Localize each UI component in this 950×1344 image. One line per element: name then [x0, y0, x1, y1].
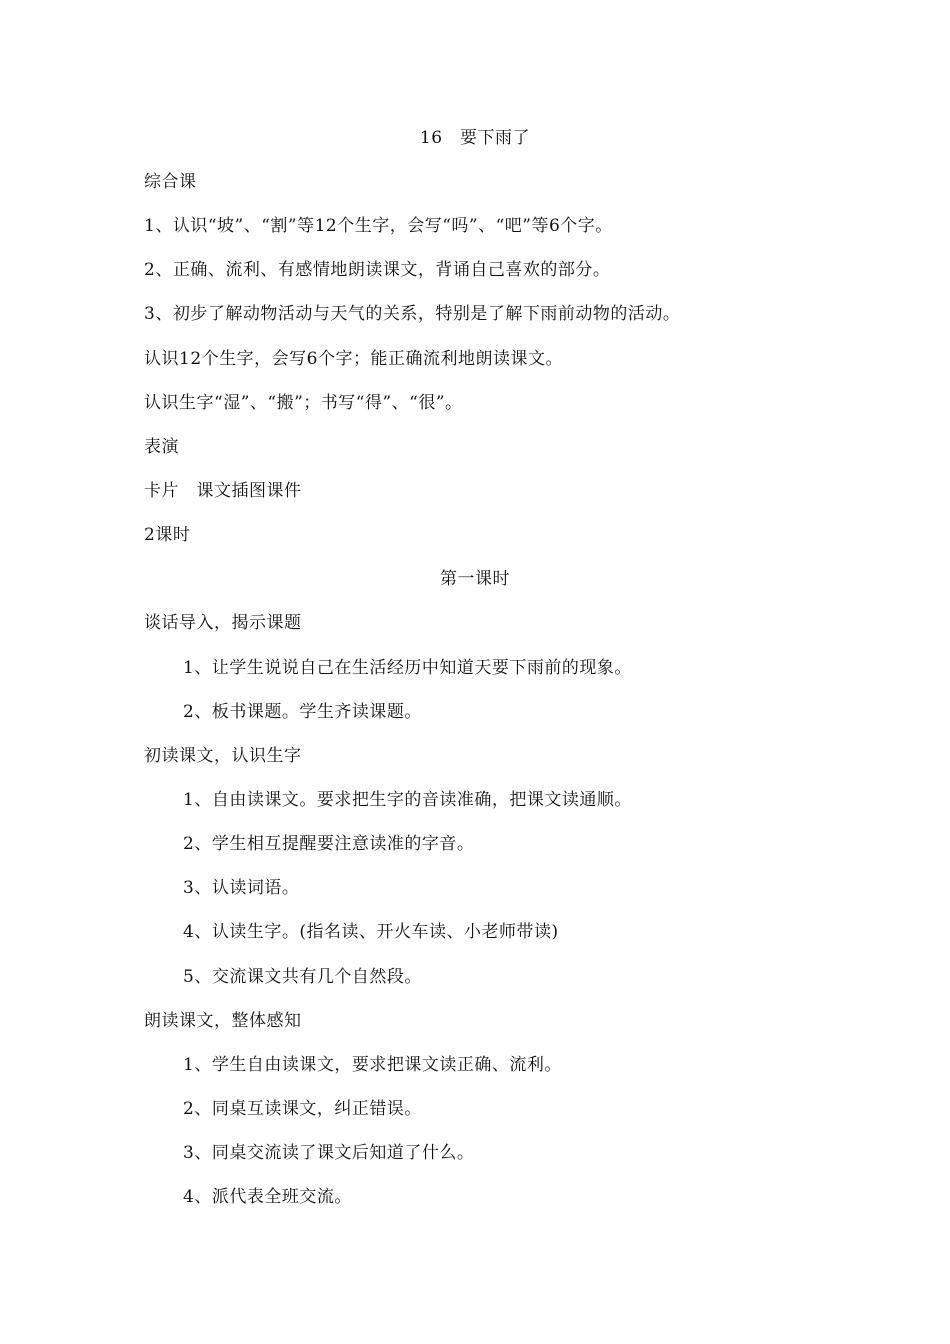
section-title: 谈话导入，揭示课题 [144, 613, 302, 633]
page-title: 16 要下雨了 [419, 128, 531, 148]
objective-1: 1、认识“坡”、“割”等12个生字，会写“吗”、“吧”等6个字。 [144, 216, 613, 236]
difficulty: 认识生字“湿”、“搬”；书写“得”、“很”。 [144, 393, 463, 413]
objective-2: 2、正确、流利、有感情地朗读课文，背诵自己喜欢的部分。 [144, 260, 611, 280]
section-item: 3、认读词语。 [183, 878, 300, 898]
section-item: 4、认读生字。(指名读、开火车读、小老师带读) [183, 922, 559, 942]
section-item: 2、学生相互提醒要注意读准的字音。 [183, 834, 475, 854]
teaching-method: 表演 [144, 437, 179, 457]
section-item: 4、派代表全班交流。 [183, 1187, 352, 1207]
course-type: 综合课 [144, 172, 197, 192]
section-item: 2、板书课题。学生齐读课题。 [183, 702, 422, 722]
section-item: 5、交流课文共有几个自然段。 [183, 967, 422, 987]
section-title: 初读课文，认识生字 [144, 746, 302, 766]
section-title: 朗读课文，整体感知 [144, 1011, 302, 1031]
section-item: 1、自由读课文。要求把生字的音读准确，把课文读通顺。 [183, 790, 632, 810]
class-hours: 2课时 [144, 525, 191, 545]
teaching-materials: 卡片 课文插图课件 [144, 481, 302, 501]
section-item: 3、同桌交流读了课文后知道了什么。 [183, 1143, 475, 1163]
section-item: 1、让学生说说自己在生活经历中知道天要下雨前的现象。 [183, 658, 632, 678]
section-item: 1、学生自由读课文，要求把课文读正确、流利。 [183, 1055, 562, 1075]
lesson-heading: 第一课时 [440, 569, 510, 589]
key-point: 认识12个生字，会写6个字；能正确流利地朗读课文。 [144, 349, 563, 369]
section-item: 2、同桌互读课文，纠正错误。 [183, 1099, 422, 1119]
objective-3: 3、初步了解动物活动与天气的关系，特别是了解下雨前动物的活动。 [144, 304, 681, 324]
